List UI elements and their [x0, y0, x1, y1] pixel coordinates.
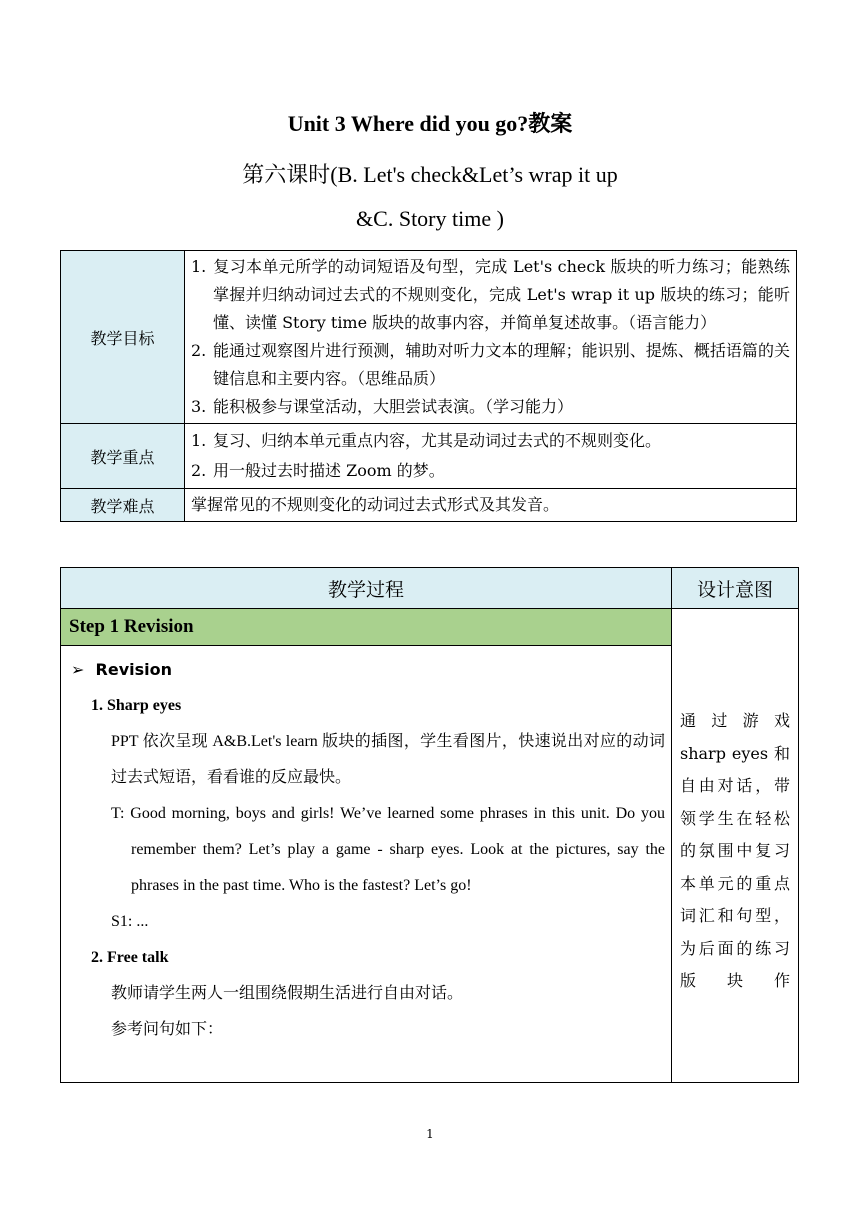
page-number: 1 [426, 1127, 434, 1141]
revision-bullet: ➢ Revision [71, 660, 173, 679]
difficulties-label: 教学难点 [61, 489, 185, 522]
step-title: Step 1 Revision [61, 609, 672, 646]
dialogue-teacher: T: Good morning, boys and girls! We’ve learned some phrases in this unit. Do you remember them? Let’s play a game - sharp eyes. Look at the pictures, say the phrases in the past time. Who is the fastest? Let’s go! [111, 805, 665, 894]
design-intent: 通过游戏 sharp eyes 和自由对话，带领学生在轻松的氛围中复习本单元的重点词汇和句型，为后面的练习版块作 [672, 609, 799, 1083]
objectives-content [185, 251, 797, 424]
process-header: 教学过程 [61, 568, 672, 609]
paragraph: PPT 依次呈现 A&B.Let's learn 版块的插图，学生看图片，快速说出对应的动词过去式短语，看看谁的反应最快。 [111, 733, 665, 786]
table-row [61, 251, 797, 424]
list-item: 1. 复习、归纳本单元重点内容，尤其是动词过去式的不规则变化。 [191, 431, 662, 450]
dialogue-student: S1: ... [111, 913, 149, 930]
arrow-bullet-icon: ➢ [71, 660, 96, 679]
table-row [61, 489, 797, 522]
document-subtitle-cont: &C. Story time ) [356, 206, 504, 231]
sub-heading: 2. Free talk [91, 949, 169, 966]
paragraph: 参考问句如下： [111, 1021, 224, 1038]
intent-header: 设计意图 [672, 568, 799, 609]
sub-heading: 1. Sharp eyes [91, 697, 182, 714]
table-header-row [61, 568, 799, 609]
table-row [61, 609, 799, 646]
process-table [60, 567, 799, 1083]
document-subtitle: 第六课时(B. Let's check&Let’s wrap it up [242, 162, 618, 187]
key-points-label: 教学重点 [61, 424, 185, 489]
objectives-label: 教学目标 [61, 251, 185, 424]
list-item: 1. 复习本单元所学的动词短语及句型，完成 Let's check 版块的听力练习；能熟练掌握并归纳动词过去式的不规则变化，完成 Let's wrap it up 版块的练习；能听懂、读懂 Story time 版块的故事内容，并简单复述故事。（语言能力） [191, 257, 790, 332]
objectives-table [60, 250, 797, 522]
list-item: 3. 能积极参与课堂活动，大胆尝试表演。（学习能力） [191, 397, 574, 416]
list-item: 2. 用一般过去时描述 Zoom 的梦。 [191, 461, 445, 480]
document-title: Unit 3 Where did you go?教案 [287, 111, 573, 136]
list-item: 2. 能通过观察图片进行预测，辅助对听力文本的理解；能识别、提炼、概括语篇的关键信息和主要内容。（思维品质） [191, 341, 790, 388]
paragraph: 教师请学生两人一组围绕假期生活进行自由对话。 [111, 985, 464, 1002]
step-content [61, 646, 672, 1083]
table-row [61, 424, 797, 489]
key-points-content [185, 424, 797, 489]
difficulties-content: 掌握常见的不规则变化的动词过去式形式及其发音。 [185, 489, 797, 522]
